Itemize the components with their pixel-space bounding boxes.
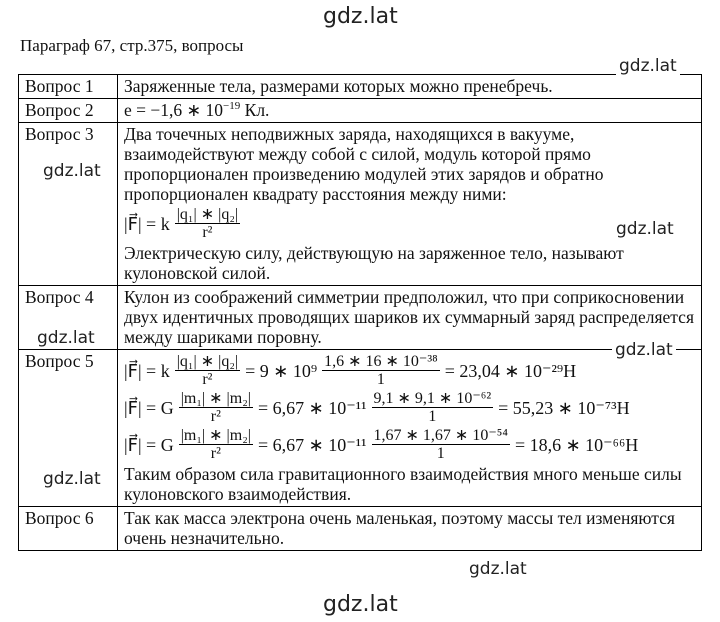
formula-result: = 18,6 ∗ 10⁻⁶⁶Н	[514, 434, 639, 455]
fraction-denominator: r²	[210, 445, 221, 462]
answer-cell	[118, 350, 702, 507]
watermark-inline: gdz.lat	[466, 561, 530, 578]
watermark-inline: gdz.lat	[616, 58, 680, 75]
fraction-numerator: |m₁| ∗ |m₂|	[180, 390, 251, 407]
answer-cell	[118, 123, 702, 286]
conclusion-text: Таким образом сила гравитационного взаимодействия много меньше силы кулоновского взаимодействия.	[124, 464, 682, 504]
fraction-numerator: 9,1 ∗ 9,1 ∗ 10⁻⁶²	[373, 390, 492, 407]
table-row	[19, 75, 702, 99]
fraction-denominator: 1	[376, 371, 385, 388]
formula-fraction	[179, 390, 253, 425]
table-row	[19, 350, 702, 507]
formula-fraction	[372, 427, 510, 462]
formula-result: = 55,23 ∗ 10⁻⁷³Н	[498, 397, 630, 418]
fraction-numerator: 1,67 ∗ 1,67 ∗ 10⁻⁵⁴	[373, 427, 508, 444]
watermark-bottom: gdz.lat	[323, 592, 398, 617]
charge-formula-unit: Кл.	[240, 100, 270, 120]
coulomb-law-text: Два точечных неподвижных заряда, находящихся в вакууме, взаимодействуют между собой с силой, модуль которой прямо пропорционален произведению модулей этих зарядов и обратно пропорционален квадрату расстояния между ними:	[124, 124, 604, 204]
fraction-denominator: r²	[202, 371, 213, 388]
table-row	[19, 99, 702, 123]
fraction-numerator: 1,6 ∗ 16 ∗ 10⁻³⁸	[324, 353, 438, 370]
answer-cell: Заряженные тела, размерами которых можно пренебречь.	[118, 75, 702, 99]
formula-middle: = 9 ∗ 10⁹	[245, 360, 318, 381]
table-row	[19, 286, 702, 350]
formula-fraction	[322, 353, 440, 388]
coulomb-force-definition: Электрическую силу, действующую на заряженное тело, называют кулоновской силой.	[124, 243, 624, 283]
fraction-denominator: r²	[202, 224, 213, 241]
gravity-calc-formula-electron	[124, 427, 697, 462]
watermark-inline: gdz.lat	[613, 221, 677, 238]
table-row	[19, 507, 702, 551]
formula-lhs: |F⃗| = G	[124, 434, 174, 455]
watermark-inline: gdz.lat	[40, 163, 104, 180]
charge-formula-exponent: −19	[223, 100, 241, 113]
formula-lhs: |F⃗| = k	[124, 360, 170, 381]
question-label: Вопрос 1	[19, 75, 118, 99]
watermark-inline: gdz.lat	[612, 342, 676, 359]
table-row	[19, 123, 702, 286]
question-label: Вопрос 3	[19, 123, 118, 286]
fraction-denominator: 1	[436, 445, 445, 462]
question-label: Вопрос 4	[19, 286, 118, 350]
charge-formula-prefix: e = −1,6 ∗ 10	[124, 100, 224, 120]
answer-cell: Кулон из соображений симметрии предположил, что при соприкосновении двух идентичных проводящих шариков их суммарный заряд распределяется между шариками поровну.	[118, 286, 702, 350]
formula-middle: = 6,67 ∗ 10⁻¹¹	[257, 434, 367, 455]
coulomb-formula	[124, 206, 697, 241]
watermark-top: gdz.lat	[323, 4, 398, 29]
question-label: Вопрос 5	[19, 350, 118, 507]
watermark-inline: gdz.lat	[34, 330, 98, 347]
fraction-numerator: |q₁| ∗ |q₂|	[176, 353, 239, 370]
fraction-numerator: |m₁| ∗ |m₂|	[180, 427, 251, 444]
formula-lhs: |F⃗| = k	[124, 213, 170, 234]
question-label: Вопрос 2	[19, 99, 118, 123]
formula-fraction	[175, 353, 240, 388]
fraction-denominator: 1	[428, 408, 437, 425]
answer-cell	[118, 99, 702, 123]
fraction-denominator: r²	[210, 408, 221, 425]
gravity-calc-formula-proton	[124, 390, 697, 425]
formula-lhs: |F⃗| = G	[124, 397, 174, 418]
qa-table	[18, 74, 702, 551]
page-heading: Параграф 67, стр.375, вопросы	[20, 36, 244, 55]
formula-result: = 23,04 ∗ 10⁻²⁹Н	[444, 360, 577, 381]
formula-fraction	[372, 390, 494, 425]
formula-middle: = 6,67 ∗ 10⁻¹¹	[257, 397, 367, 418]
fraction-numerator: |q₁| ∗ |q₂|	[176, 206, 239, 223]
watermark-inline: gdz.lat	[40, 471, 104, 488]
formula-fraction	[175, 206, 240, 241]
question-label: Вопрос 6	[19, 507, 118, 551]
formula-fraction	[179, 427, 253, 462]
answer-cell: Так как масса электрона очень маленькая, поэтому массы тел изменяются очень незначительно.	[118, 507, 702, 551]
